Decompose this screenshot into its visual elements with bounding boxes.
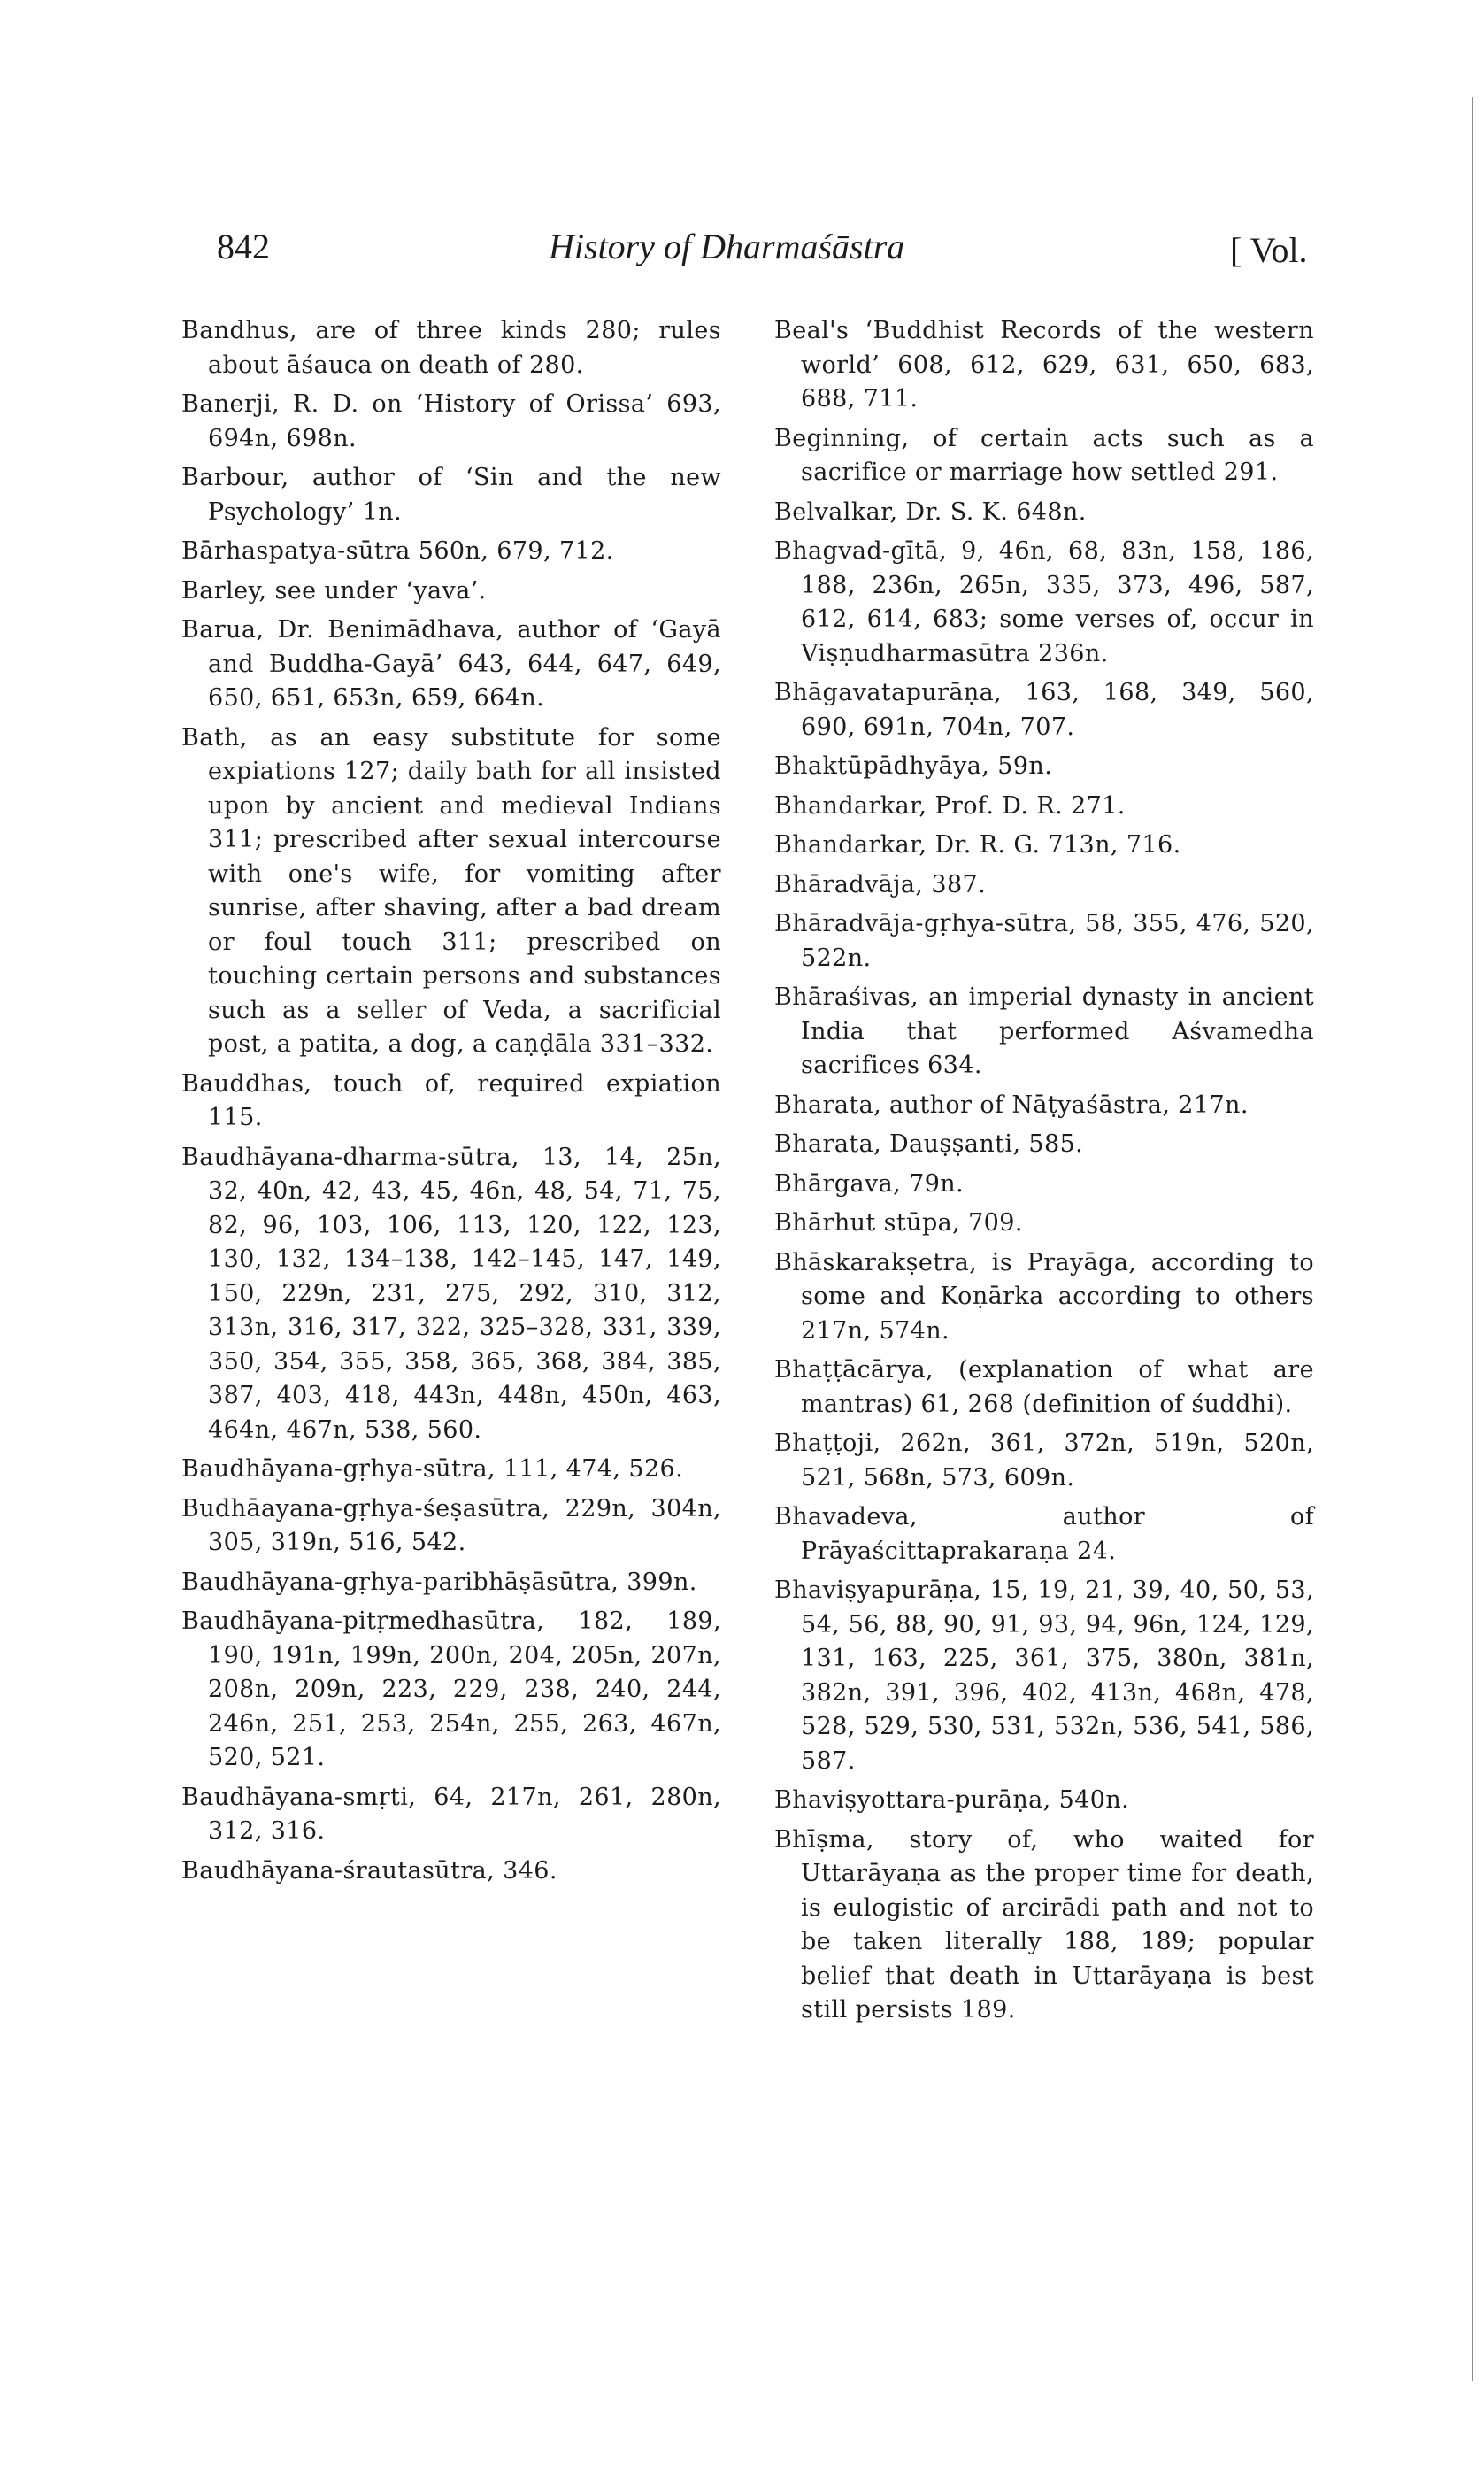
volume-mark: [ Vol. bbox=[1230, 230, 1308, 270]
index-entry: Banerji, R. D. on ‘History of Orissa’ 693, 694n, 698n. bbox=[181, 390, 721, 452]
page-edge-line bbox=[1472, 97, 1473, 2381]
index-entry: Bauddhas, touch of, required expiation 115. bbox=[181, 1069, 721, 1131]
index-entry: Baudhāyana-dharma-sūtra, 13, 14, 25n, 32, 40n, 42, 43, 45, 46n, 48, 54, 71, 75, 82, 96, 103, 106, 113, 120, 122, 123, 130, 132, 134–138, 142–145, 147, 149, 150, 229n, 231, 275, 292, 310, 312, 313n, 316, 317, 322, 325–328, 331, 339, 350, 354, 355, 358, 365, 368, 384, 385, 387, 403, 418, 443n, 448n, 450n, 463, 464n, 467n, 538, 560. bbox=[181, 1143, 721, 1444]
index-entry: Baudhāyana-smṛti, 64, 217n, 261, 280n, 312, 316. bbox=[181, 1783, 721, 1845]
index-entry: Beal's ‘Buddhist Records of the western world’ 608, 612, 629, 631, 650, 683, 688, 711. bbox=[774, 317, 1314, 412]
index-entry: Bhaṭṭoji, 262n, 361, 372n, 519n, 520n, 521, 568n, 573, 609n. bbox=[774, 1430, 1314, 1492]
index-entry: Bhārhut stūpa, 709. bbox=[774, 1209, 1023, 1237]
index-column-right bbox=[774, 314, 1314, 2033]
index-entry: Bhāradvāja-gṛhya-sūtra, 58, 355, 476, 520, 522n. bbox=[774, 910, 1314, 972]
index-entry: Bhandarkar, Dr. R. G. 713n, 716. bbox=[774, 831, 1181, 859]
index-entry: Bharata, author of Nāṭyaśāstra, 217n. bbox=[774, 1091, 1249, 1119]
index-entry: Bhāgavatapurāṇa, 163, 168, 349, 560, 690, 691n, 704n, 707. bbox=[774, 679, 1314, 741]
running-title: History of Dharmaśāstra bbox=[549, 227, 905, 266]
index-entry: Belvalkar, Dr. S. K. 648n. bbox=[774, 497, 1087, 526]
index-entry: Bath, as an easy substitute for some expiations 127; daily bath for all insisted upon by ancient and medieval Indians 311; prescribed after sexual intercourse with one's wife, for vomiting after sunrise, after shaving, after a bad dream or foul touch 311; prescribed on touching certain persons and substances such as a seller of Veda, a sacrificial post, a patita, a dog, a caṇḍāla 331–332. bbox=[181, 723, 721, 1058]
index-entry: Beginning, of certain acts such as a sacrifice or marriage how settled 291. bbox=[774, 424, 1314, 486]
index-entry: Baudhāyana-śrautasūtra, 346. bbox=[181, 1856, 557, 1885]
index-entry: Bhaṭṭācārya, (explanation of what are mantras) 61, 268 (definition of śuddhi). bbox=[774, 1356, 1314, 1418]
index-entry: Bārhaspatya-sūtra 560n, 679, 712. bbox=[181, 537, 614, 565]
index-entry: Bhaviṣyottara-purāṇa, 540n. bbox=[774, 1786, 1130, 1814]
index-entry: Bhaviṣyapurāṇa, 15, 19, 21, 39, 40, 50, 53, 54, 56, 88, 90, 91, 93, 94, 96n, 124, 129, 131, 163, 225, 361, 375, 380n, 381n, 382n, 391, 396, 402, 413n, 468n, 478, 528, 529, 530, 531, 532n, 536, 541, 586, 587. bbox=[774, 1577, 1314, 1775]
index-entry: Bhīṣma, story of, who waited for Uttarāyaṇa as the proper time for death, is eulogistic of arcirādi path and not to be taken literally 188, 189; popular belief that death in Uttarāyaṇa is best still persists 189. bbox=[774, 1825, 1314, 2024]
index-column-left bbox=[181, 314, 721, 1893]
index-entry: Budhāayana-gṛhya-śeṣasūtra, 229n, 304n, 305, 319n, 516, 542. bbox=[181, 1494, 721, 1556]
index-entry: Barbour, author of ‘Sin and the new Psychology’ 1n. bbox=[181, 464, 721, 526]
index-entry: Barua, Dr. Benimādhava, author of ‘Gayā and Buddha-Gayā’ 643, 644, 647, 649, 650, 651, 653n, 659, 664n. bbox=[181, 616, 721, 712]
index-entry: Baudhāyana-gṛhya-paribhāṣāsūtra, 399n. bbox=[181, 1568, 697, 1596]
index-entry: Bharata, Dauṣṣanti, 585. bbox=[774, 1130, 1084, 1158]
index-entry: Bhandarkar, Prof. D. R. 271. bbox=[774, 791, 1126, 820]
page-number: 842 bbox=[217, 227, 270, 266]
index-entry: Bhāskarakṣetra, is Prayāga, according to some and Koṇārka according to others 217n, 574n. bbox=[774, 1248, 1314, 1345]
index-entry: Bhāradvāja, 387. bbox=[774, 870, 987, 898]
index-entry: Bhagvad-gītā, 9, 46n, 68, 83n, 158, 186, 188, 236n, 265n, 335, 373, 496, 587, 612, 614, 683; some verses of, occur in Viṣṇudharmasūtra 236n. bbox=[774, 537, 1314, 667]
index-entry: Baudhāyana-pitṛmedhasūtra, 182, 189, 190, 191n, 199n, 200n, 204, 205n, 207n, 208n, 209n, 223, 229, 238, 240, 244, 246n, 251, 253, 254n, 255, 263, 467n, 520, 521. bbox=[181, 1607, 721, 1771]
index-entry: Bhārgava, 79n. bbox=[774, 1169, 965, 1198]
index-entry: Baudhāyana-gṛhya-sūtra, 111, 474, 526. bbox=[181, 1455, 684, 1483]
index-entry: Barley, see under ‘yava’. bbox=[181, 576, 487, 605]
index-entry: Bhaktūpādhyāya, 59n. bbox=[774, 752, 1053, 780]
index-entry: Bhavadeva, author of Prāyaścittaprakaraṇa 24. bbox=[774, 1503, 1314, 1565]
index-entry: Bhāraśivas, an imperial dynasty in ancient India that performed Aśvamedha sacrifices 634. bbox=[774, 983, 1314, 1079]
index-entry: Bandhus, are of three kinds 280; rules about āśauca on death of 280. bbox=[181, 317, 721, 379]
running-header bbox=[0, 226, 1484, 279]
